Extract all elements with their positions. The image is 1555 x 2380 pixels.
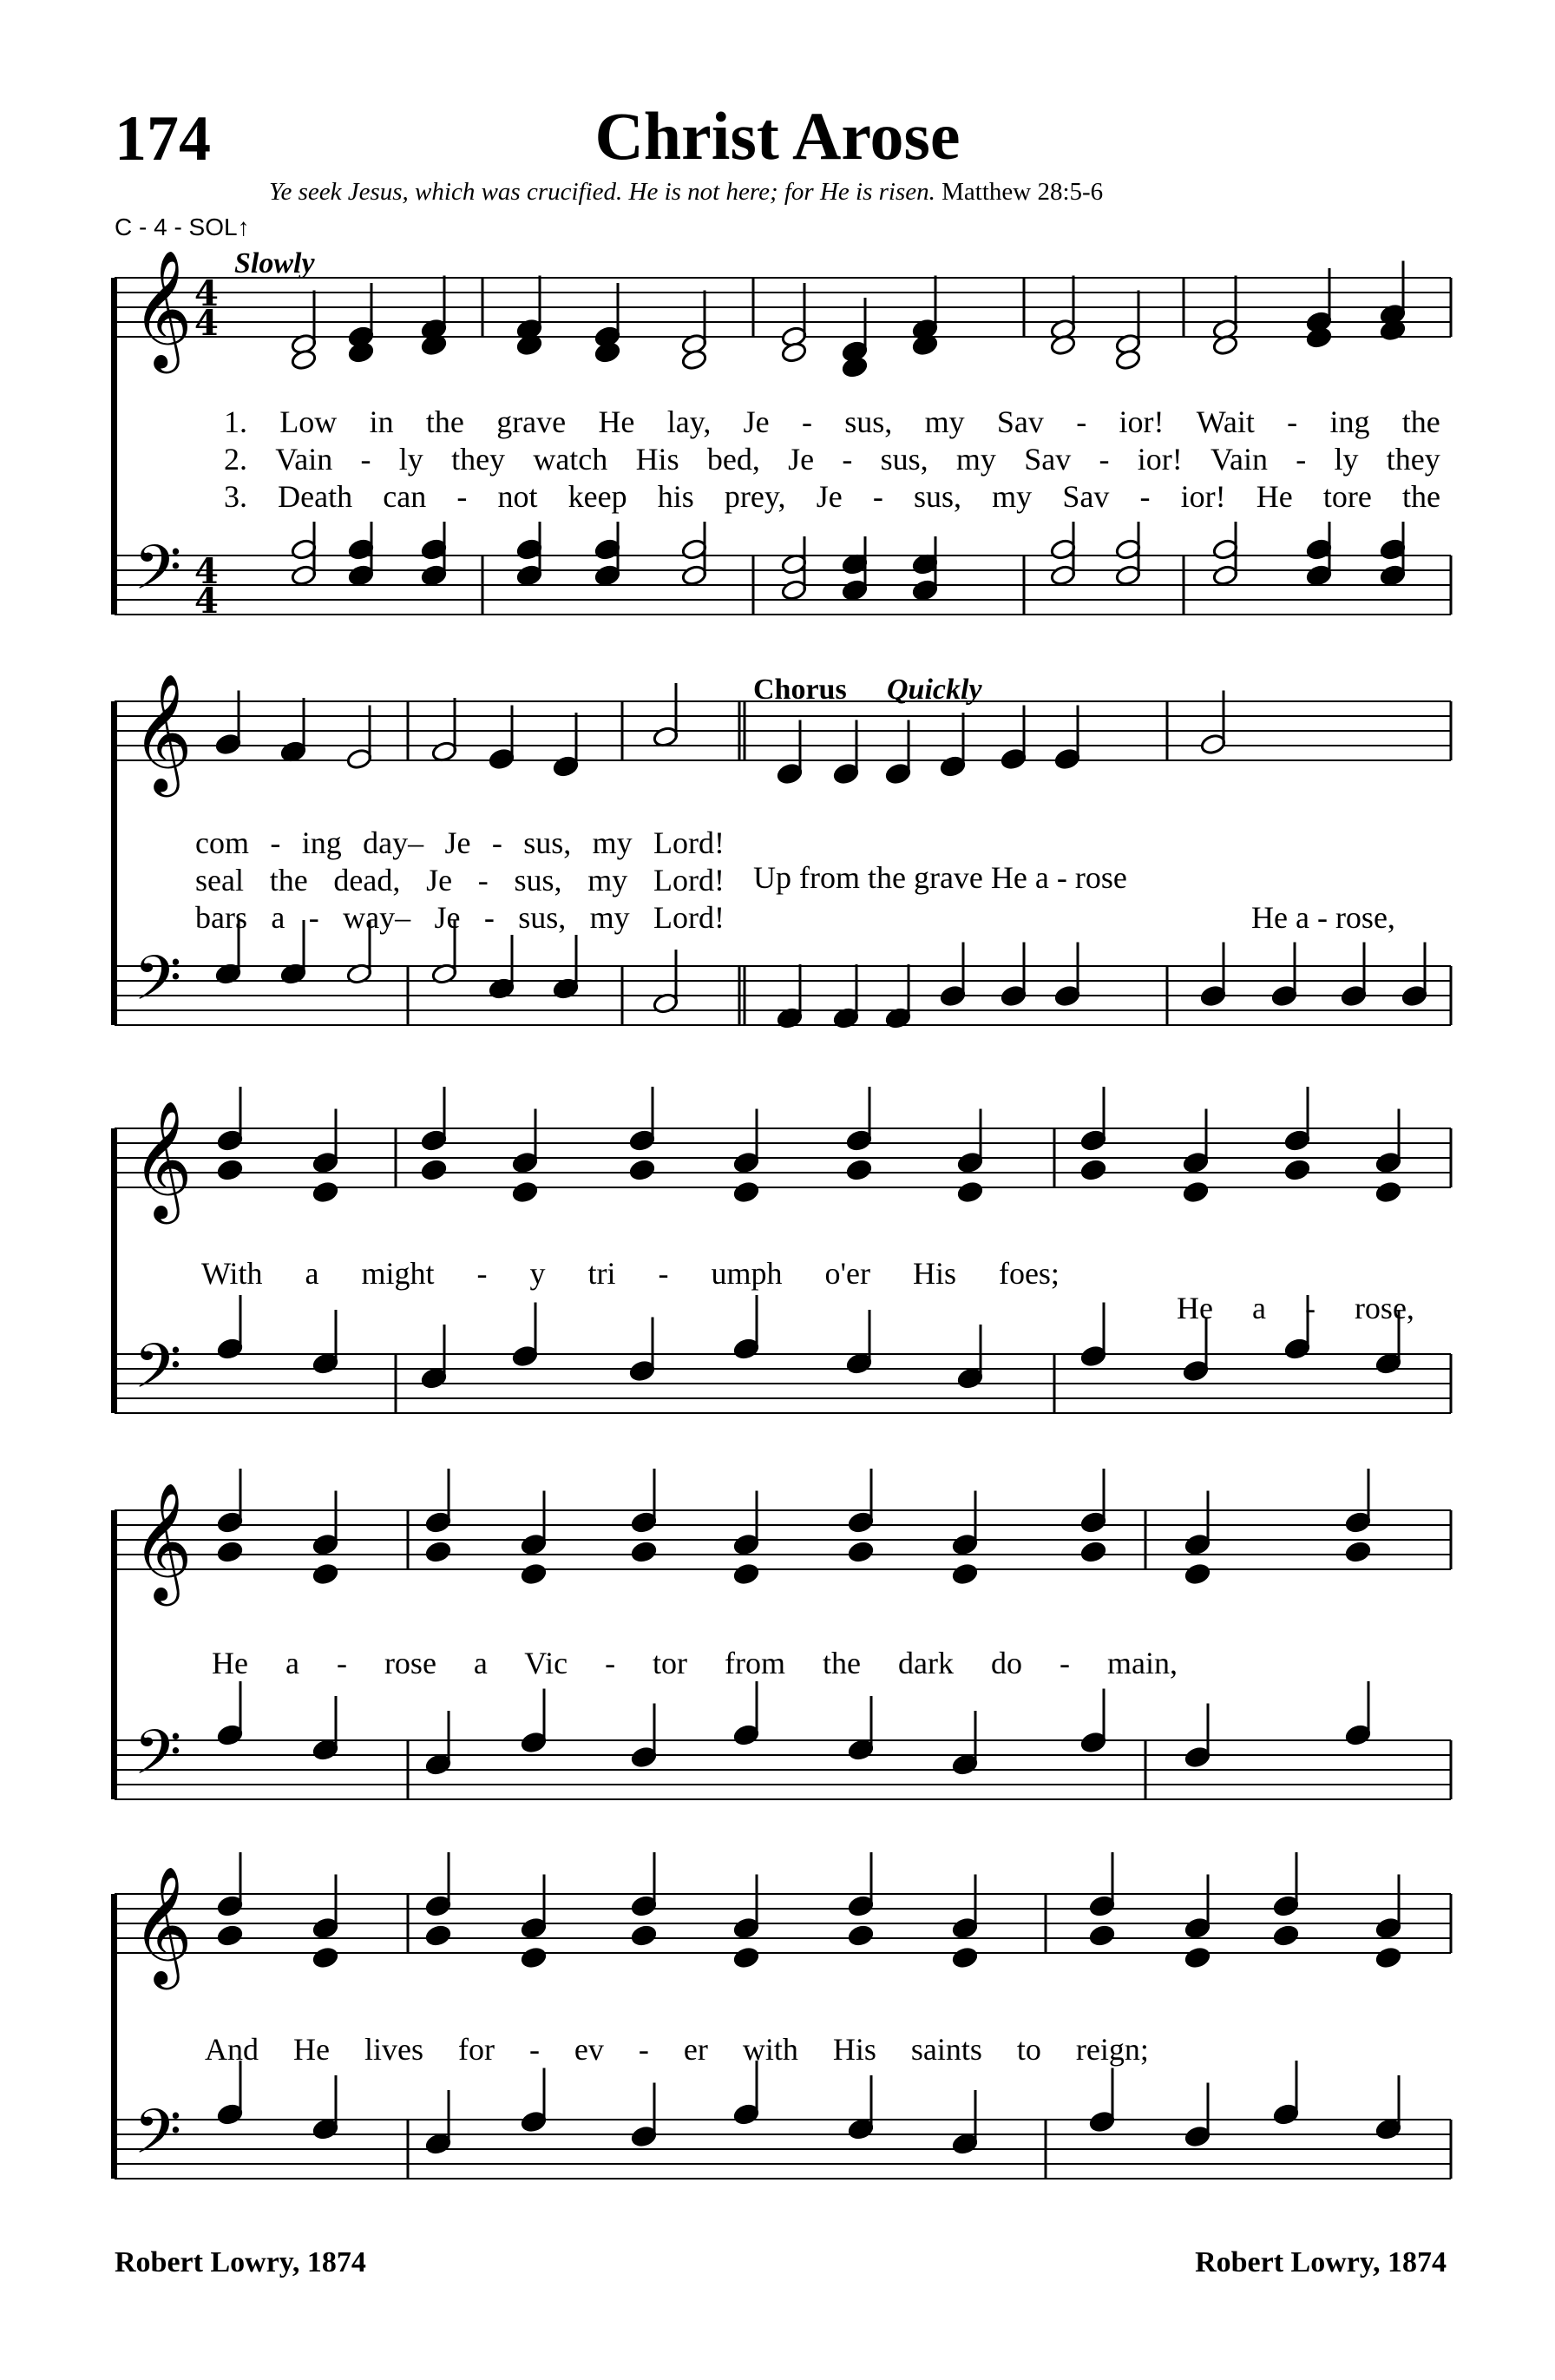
lyric-syllable: -	[491, 825, 502, 860]
note-head	[842, 356, 869, 378]
treble-clef-icon: 𝄞	[132, 672, 193, 792]
hymn-title: Christ Arose	[594, 98, 961, 174]
note-head	[781, 341, 808, 364]
lyric-syllable: way–	[343, 900, 411, 935]
lyric-syllable: Wait	[1196, 404, 1255, 439]
note-head	[348, 341, 375, 364]
lyric-syllable: -	[842, 442, 853, 477]
chorus-treble-note	[521, 1563, 548, 1586]
lyric-syllable: ior!	[1180, 479, 1226, 514]
lyric-syllable: the	[269, 863, 308, 897]
chorus-treble-note	[733, 1563, 760, 1586]
lyric-syllable: tore	[1322, 479, 1372, 514]
lyric-syllable: Low	[279, 404, 338, 439]
key-indicator: C - 4 - SOL↑	[115, 214, 250, 240]
epigraph-text: Ye seek Jesus, which was crucified. He is not here; for He is risen.	[269, 178, 935, 206]
chorus-line-4: He a - rose,	[1177, 1291, 1414, 1325]
note-head	[681, 349, 708, 371]
system2-verse-2	[195, 862, 725, 898]
tempo-slowly: Slowly	[234, 247, 315, 279]
treble-clef-icon: 𝄞	[132, 248, 193, 368]
note-head	[291, 349, 318, 371]
chorus-line-5: He a - rose a Vic - tor from the dark do - main,	[212, 1646, 1178, 1680]
time-signature-top: 4	[194, 551, 219, 592]
lyric-syllable: sus,	[913, 479, 962, 514]
lyric-syllable: -	[1296, 442, 1307, 477]
lyric-syllable: my	[589, 900, 630, 935]
lyric-syllable: Vain	[1210, 442, 1268, 477]
chorus-line-3: With a might - y tri - umph o'er His foes;	[201, 1256, 1060, 1291]
lyric-syllable: sus,	[844, 404, 893, 439]
chorus-treble-note	[217, 1159, 244, 1181]
lyric-syllable: Je	[426, 863, 453, 897]
lyric-syllable: can	[383, 479, 427, 514]
lyric-syllable: Je	[743, 404, 770, 439]
chorus-line-1: Up from the grave He a - rose	[753, 860, 1127, 895]
lyric-syllable: prey,	[724, 479, 786, 514]
lyric-syllable: a	[271, 900, 285, 935]
chorus-treble-note	[512, 1181, 539, 1204]
lyric-syllable: Je	[434, 900, 461, 935]
lyric-syllable: Vain	[275, 442, 333, 477]
chorus-treble-note	[629, 1159, 656, 1181]
note-head	[1115, 349, 1142, 371]
treble-clef-icon: 𝄞	[132, 1099, 193, 1219]
bass-clef-icon: 𝄢	[134, 2096, 182, 2183]
chorus-treble-note	[952, 1563, 979, 1586]
lyric-syllable: -	[872, 479, 883, 514]
system2-verse-3	[195, 899, 725, 936]
chorus-treble-note	[425, 1541, 452, 1563]
lyric-syllable: sus,	[514, 863, 562, 897]
lyric-syllable: Death	[278, 479, 353, 514]
lyric-syllable: Sav	[1024, 442, 1072, 477]
system1-verse-2	[224, 441, 1440, 477]
system-bracket	[111, 1128, 117, 1413]
chorus-label: Chorus	[753, 674, 847, 706]
lyric-syllable: the	[425, 404, 464, 439]
chorus-treble-note	[631, 1541, 658, 1563]
epigraph-reference: Matthew 28:5-6	[942, 178, 1104, 206]
chorus-treble-note	[217, 1924, 244, 1947]
lyric-syllable: my	[592, 825, 633, 860]
chorus-treble-note	[217, 1541, 244, 1563]
chorus-treble-note	[846, 1159, 873, 1181]
chorus-treble-note	[312, 1947, 339, 1969]
lyric-syllable: they	[1386, 442, 1440, 477]
lyric-syllable: Sav	[996, 404, 1044, 439]
chorus-line-6: And He lives for - ev - er with His saints to reign;	[205, 2032, 1149, 2067]
lyric-syllable: bars	[195, 900, 247, 935]
lyric-syllable: grave	[496, 404, 567, 439]
chorus-treble-note	[312, 1181, 339, 1204]
lyric-syllable: sus,	[523, 825, 572, 860]
lyric-syllable: His	[635, 442, 679, 477]
system1-verse-3	[224, 478, 1440, 515]
lyric-syllable: -	[456, 479, 468, 514]
chorus-treble-note	[1089, 1924, 1116, 1947]
note-head	[1306, 326, 1333, 349]
chorus-treble-note	[1375, 1947, 1402, 1969]
lyric-syllable: they	[451, 442, 506, 477]
lyric-syllable: -	[477, 863, 489, 897]
lyric-syllable: 3.	[224, 479, 247, 514]
time-signature-bottom: 4	[194, 303, 219, 344]
chorus-treble-note	[421, 1159, 448, 1181]
lyric-syllable: seal	[195, 863, 244, 897]
lyric-syllable: my	[992, 479, 1033, 514]
chorus-treble-note	[952, 1947, 979, 1969]
chorus-treble-note	[733, 1947, 760, 1969]
system-bracket	[111, 1510, 117, 1799]
system-bracket	[111, 701, 117, 1025]
lyric-syllable: ing	[1329, 404, 1370, 439]
lyric-syllable: -	[360, 442, 371, 477]
chorus-treble-note	[1273, 1924, 1300, 1947]
bass-clef-icon: 𝄢	[134, 1331, 182, 1417]
lyric-syllable: Lord!	[653, 900, 725, 935]
lyric-syllable: com	[195, 825, 249, 860]
chorus-treble-note	[1184, 1947, 1211, 1969]
lyric-syllable: Lord!	[653, 825, 725, 860]
system1-verse-1	[224, 404, 1440, 440]
lyric-syllable: lay,	[666, 404, 712, 439]
lyric-syllable: Sav	[1062, 479, 1110, 514]
lyric-syllable: sus,	[518, 900, 567, 935]
chorus-treble-note	[631, 1924, 658, 1947]
lyric-syllable: -	[483, 900, 495, 935]
lyric-syllable: -	[1287, 404, 1298, 439]
lyric-syllable: the	[1401, 404, 1440, 439]
system-bracket	[111, 278, 117, 615]
chorus-treble-note	[1183, 1181, 1210, 1204]
lyric-syllable: 2.	[224, 442, 247, 477]
lyric-syllable: day–	[363, 825, 424, 860]
lyric-syllable: keep	[568, 479, 627, 514]
chorus-treble-note	[1184, 1563, 1211, 1586]
words-credit: Robert Lowry, 1874	[115, 2246, 366, 2278]
chorus-treble-note	[1080, 1159, 1107, 1181]
lyric-syllable: -	[1139, 479, 1151, 514]
chorus-treble-note	[312, 1563, 339, 1586]
lyric-syllable: my	[587, 863, 628, 897]
lyric-syllable: 1.	[224, 404, 247, 439]
lyric-syllable: the	[1401, 479, 1440, 514]
time-signature-bottom: 4	[194, 581, 219, 621]
lyric-syllable: -	[1076, 404, 1087, 439]
system2-verse-1	[195, 825, 725, 861]
lyric-syllable: ly	[1334, 442, 1359, 477]
music-credit: Robert Lowry, 1874	[1195, 2246, 1447, 2278]
lyric-syllable: ing	[301, 825, 342, 860]
treble-clef-icon: 𝄞	[132, 1481, 193, 1601]
bass-clef-icon: 𝄢	[134, 1717, 182, 1804]
lyric-syllable: He	[1256, 479, 1293, 514]
lyric-syllable: Je	[444, 825, 471, 860]
lyric-syllable: -	[1099, 442, 1110, 477]
treble-clef-icon: 𝄞	[132, 1864, 193, 1984]
lyric-syllable: not	[497, 479, 538, 514]
lyric-syllable: my	[924, 404, 965, 439]
lyric-syllable: watch	[533, 442, 608, 477]
lyric-syllable: Je	[816, 479, 843, 514]
lyric-syllable: -	[308, 900, 319, 935]
chorus-treble-note	[848, 1924, 875, 1947]
system-bracket	[111, 1894, 117, 2179]
lyric-syllable: -	[270, 825, 281, 860]
lyric-syllable: my	[955, 442, 996, 477]
lyric-syllable: Je	[788, 442, 815, 477]
lyric-syllable: ior!	[1119, 404, 1165, 439]
lyric-syllable: sus,	[880, 442, 928, 477]
bass-clef-icon: 𝄢	[134, 943, 182, 1029]
lyric-syllable: ior!	[1137, 442, 1183, 477]
lyric-syllable: ly	[398, 442, 423, 477]
bass-clef-icon: 𝄢	[134, 532, 182, 619]
chorus-line-2: He a - rose,	[1251, 900, 1395, 935]
hymn-number: 174	[115, 103, 211, 174]
lyric-syllable: bed,	[706, 442, 760, 477]
lyric-syllable: He	[598, 404, 635, 439]
lyric-syllable: Lord!	[653, 863, 725, 897]
chorus-treble-note	[521, 1947, 548, 1969]
chorus-treble-note	[1345, 1541, 1372, 1563]
note-head	[594, 341, 621, 364]
chorus-treble-note	[957, 1181, 984, 1204]
chorus-treble-note	[425, 1924, 452, 1947]
chorus-treble-note	[733, 1181, 760, 1204]
chorus-treble-note	[1375, 1181, 1402, 1204]
lyric-syllable: dead,	[333, 863, 401, 897]
lyric-syllable: -	[801, 404, 812, 439]
lyric-syllable: in	[369, 404, 394, 439]
chorus-treble-note	[1080, 1541, 1107, 1563]
chorus-treble-note	[1284, 1159, 1311, 1181]
chorus-treble-note	[848, 1541, 875, 1563]
tempo-quickly: Quickly	[887, 674, 982, 706]
lyric-syllable: his	[657, 479, 694, 514]
time-signature-top: 4	[194, 273, 219, 314]
